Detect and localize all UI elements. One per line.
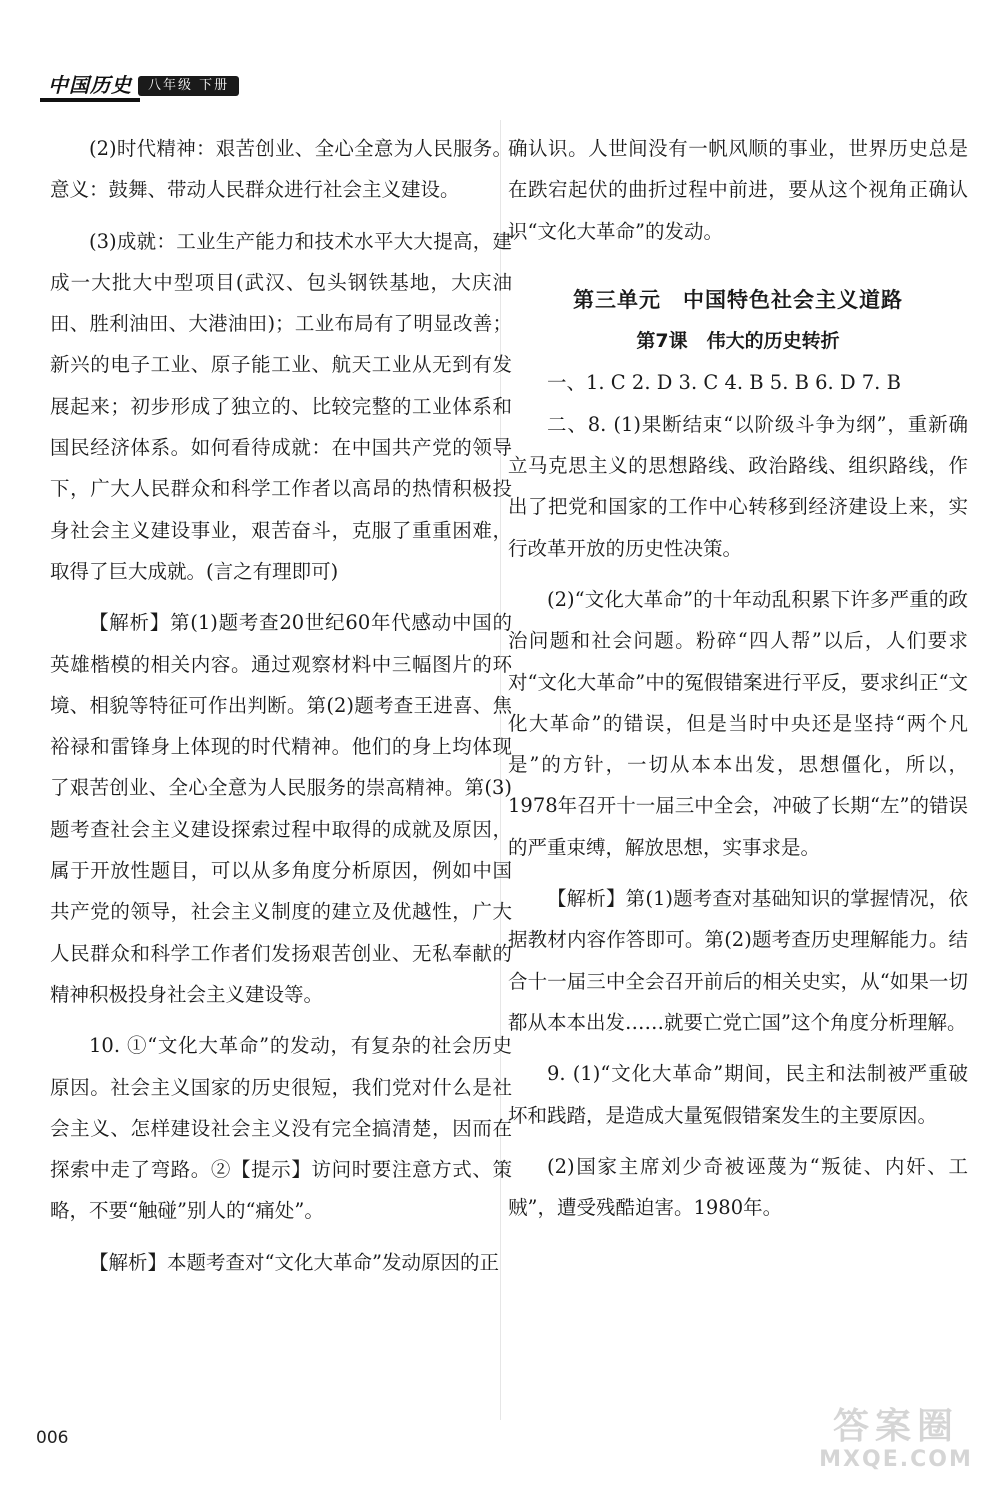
page-number: 006 xyxy=(36,1428,69,1448)
answer-paragraph: 9. (1)“文化大革命”期间，民主和法制被严重破坏和践踏，是造成大量冤假错案发生的主要原因。 xyxy=(508,1062,968,1127)
answer-paragraph: 二、8. (1)果断结束“以阶级斗争为纲”，重新确立马克思主义的思想路线、政治路线、组织路线，作出了把党和国家的工作中心转移到经济建设上来，实行改革开放的历史性决策。 xyxy=(508,412,968,560)
left-column xyxy=(50,128,512,1283)
right-column xyxy=(508,128,968,1228)
grade-label: 八年级 下册 xyxy=(138,76,239,96)
unit-title: 第三单元 中国特色社会主义道路 xyxy=(573,287,903,312)
watermark xyxy=(806,1407,986,1477)
analysis-paragraph: 【解析】第(1)题考查对基础知识的掌握情况，依据教材内容作答即可。第(2)题考查历史理解能力。结合十一届三中全会召开前后的相关史实，从“如果一切都从本本出发……就要亡党亡国”这个角度分析理解。 xyxy=(508,887,968,1034)
lesson-title: 第7课 伟大的历史转折 xyxy=(636,330,840,353)
answer-paragraph: 10. ①“文化大革命”的发动，有复杂的社会历史原因。社会主义国家的历史很短，我们党对什么是社会主义、怎样建设社会主义没有完全搞清楚，因而在探索中走了弯路。②【提示】访问时要注意方式、策略，不要“触碰”别人的“痛处”。 xyxy=(50,1034,512,1223)
book-title: 中国历史 xyxy=(40,72,140,102)
answer-paragraph: (2)“文化大革命”的十年动乱积累下许多严重的政治问题和社会问题。粉碎“四人帮”以后，人们要求对“文化大革命”中的冤假错案进行平反，要求纠正“文化大革命”的错误，但是当时中央还是坚持“两个凡是”的方针，一切从本本出发，思想僵化，所以，1978年召开十一届三中全会，冲破了长期“左”的错误的严重束缚，解放思想，实事求是。 xyxy=(508,587,968,859)
answer-paragraph: (2)国家主席刘少奇被诬蔑为“叛徒、内奸、工贼”，遭受残酷迫害。1980年。 xyxy=(508,1154,968,1220)
continued-paragraph: 确认识。人世间没有一帆风顺的事业，世界历史总是在跌宕起伏的曲折过程中前进，要从这个视角正确认识“文化大革命”的发动。 xyxy=(508,137,968,243)
analysis-paragraph: 【解析】本题考查对“文化大革命”发动原因的正 xyxy=(89,1250,499,1274)
watermark-en: MXQE.COM xyxy=(819,1447,973,1472)
answer-paragraph: (2)时代精神：艰苦创业、全心全意为人民服务。意义：鼓舞、带动人民群众进行社会主义建设。 xyxy=(50,137,512,202)
analysis-paragraph: 【解析】第(1)题考查20世纪60年代感动中国的英雄楷模的相关内容。通过观察材料中三幅图片的环境、相貌等特征可作出判断。第(2)题考查王进喜、焦裕禄和雷锋身上体现的时代精神。他们的身上均体现了艰苦创业、全心全意为人民服务的崇高精神。第(3)题考查社会主义建设探索过程中取得的成就及原因，属于开放性题目，可以从多角度分析原因，例如中国共产党的领导，社会主义制度的建立及优越性，广大人民群众和科学工作者们发扬艰苦创业、无私奉献的精神积极投身社会主义建设等。 xyxy=(50,611,512,1006)
answer-paragraph: (3)成就：工业生产能力和技术水平大大提高，建成一大批大中型项目(武汉、包头钢铁基地，大庆油田、胜利油田、大港油田)；工业布局有了明显改善；新兴的电子工业、原子能工业、航天工业从无到有发展起来；初步形成了独立的、比较完整的工业体系和国民经济体系。如何看待成就：在中国共产党的领导下，广大人民群众和科学工作者以高昂的热情积极投身社会主义建设事业，艰苦奋斗，克服了重重困难，取得了巨大成就。(言之有理即可) xyxy=(50,229,512,583)
watermark-cn: 答案圈 xyxy=(832,1406,959,1447)
multiple-choice-answers: 一、1. C 2. D 3. C 4. B 5. B 6. D 7. B xyxy=(547,371,901,395)
running-header xyxy=(40,72,240,102)
